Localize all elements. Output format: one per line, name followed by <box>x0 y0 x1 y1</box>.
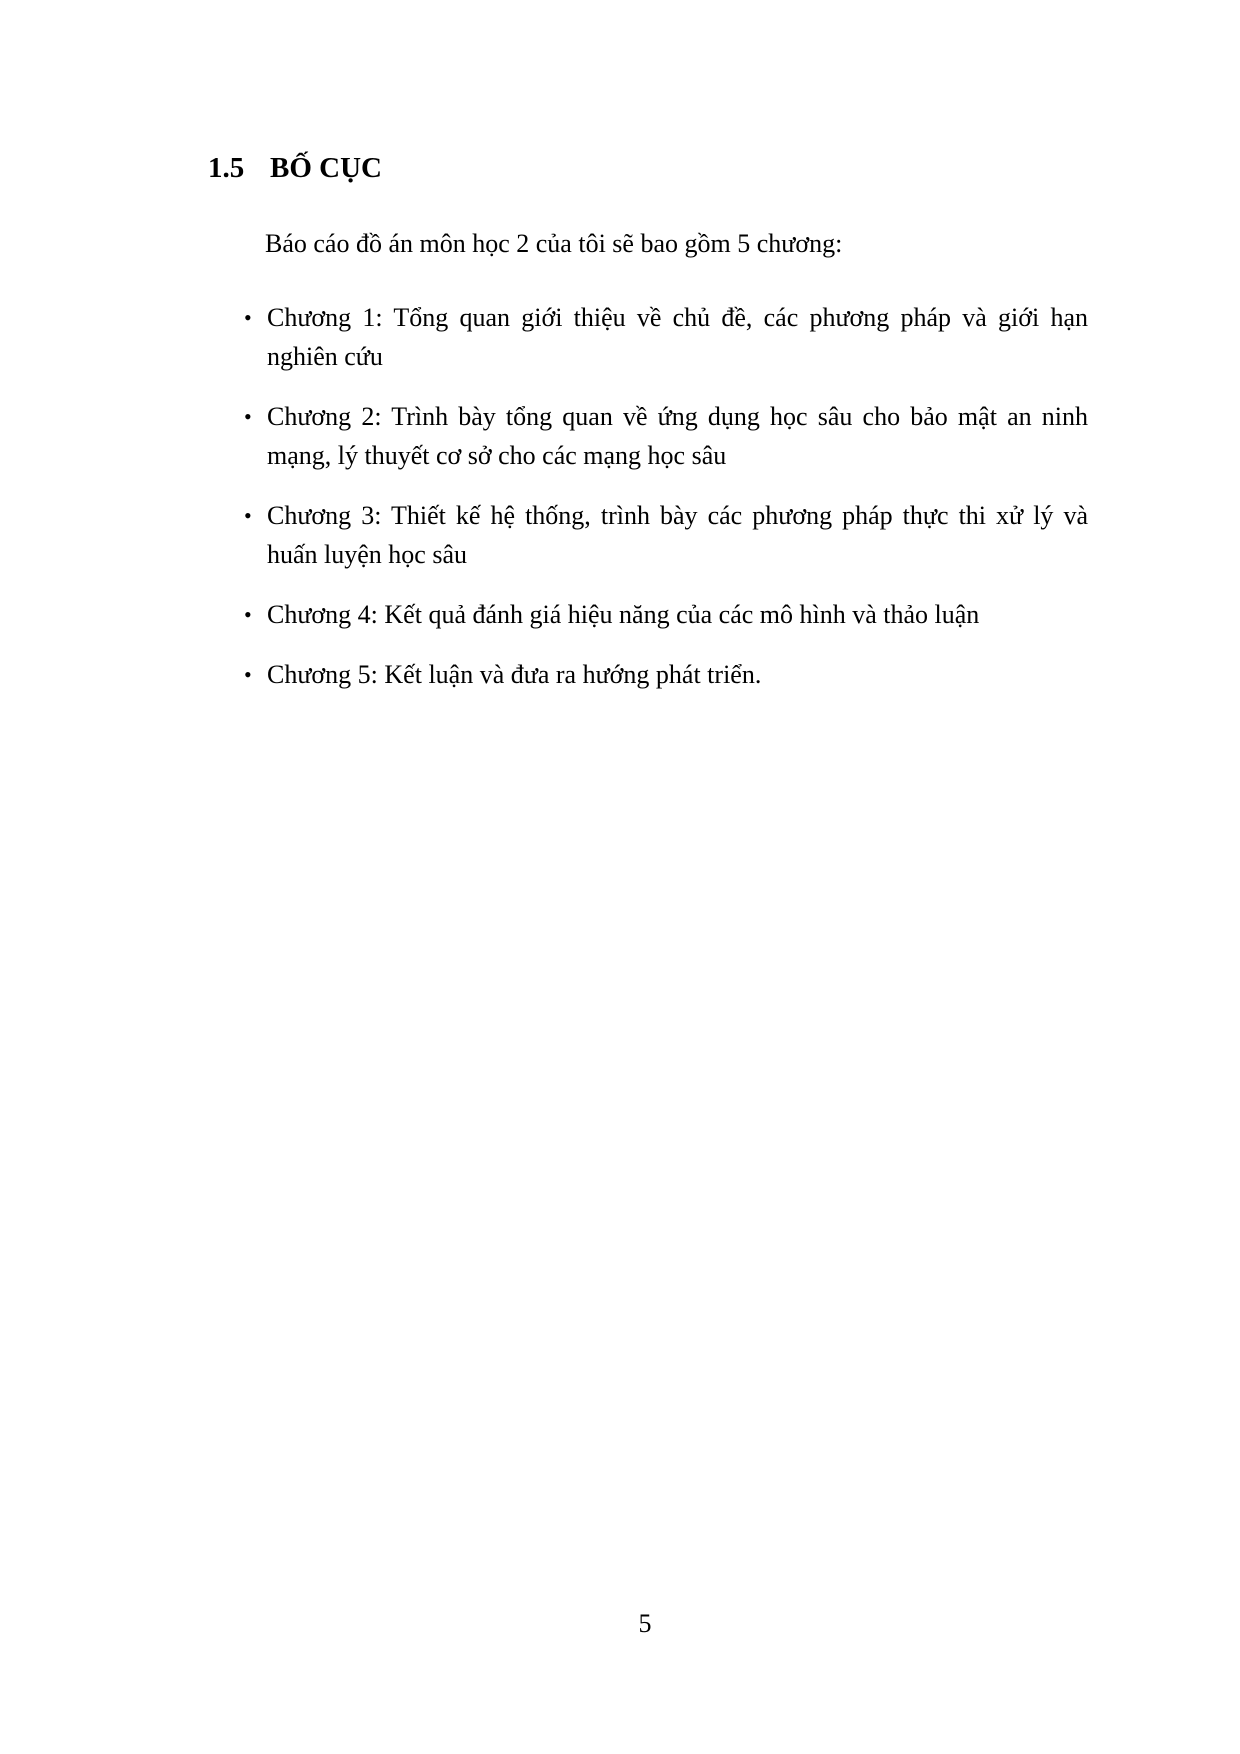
chapter-item-5 <box>244 655 1088 694</box>
chapter-text: Chương 2: Trình bày tổng quan về ứng dụng học sâu cho bảo mật an ninh mạng, lý thuyết cơ sở cho các mạng học sâu <box>267 402 1088 470</box>
bullet-icon: • <box>244 662 252 687</box>
section-number: 1.5 <box>208 152 245 184</box>
section-heading <box>208 150 382 186</box>
chapter-text: Chương 4: Kết quả đánh giá hiệu năng của các mô hình và thảo luận <box>267 600 980 629</box>
intro-paragraph: Báo cáo đồ án môn học 2 của tôi sẽ bao gồm 5 chương: <box>265 229 843 258</box>
chapter-item-1 <box>244 298 1088 376</box>
bullet-icon: • <box>244 503 252 528</box>
bullet-icon: • <box>244 305 252 330</box>
section-title: BỐ CỤC <box>270 152 382 184</box>
chapter-text: Chương 1: Tổng quan giới thiệu về chủ đề, các phương pháp và giới hạn nghiên cứu <box>267 303 1088 371</box>
chapter-list <box>244 298 1088 715</box>
bullet-icon: • <box>244 404 252 429</box>
chapter-item-3 <box>244 496 1088 574</box>
chapter-item-2 <box>244 397 1088 475</box>
chapter-item-4 <box>244 595 1088 634</box>
chapter-text: Chương 5: Kết luận và đưa ra hướng phát triển. <box>267 660 762 689</box>
bullet-icon: • <box>244 602 252 627</box>
page-number: 5 <box>638 1609 652 1638</box>
chapter-text: Chương 3: Thiết kế hệ thống, trình bày các phương pháp thực thi xử lý và huấn luyện học sâu <box>267 501 1088 569</box>
